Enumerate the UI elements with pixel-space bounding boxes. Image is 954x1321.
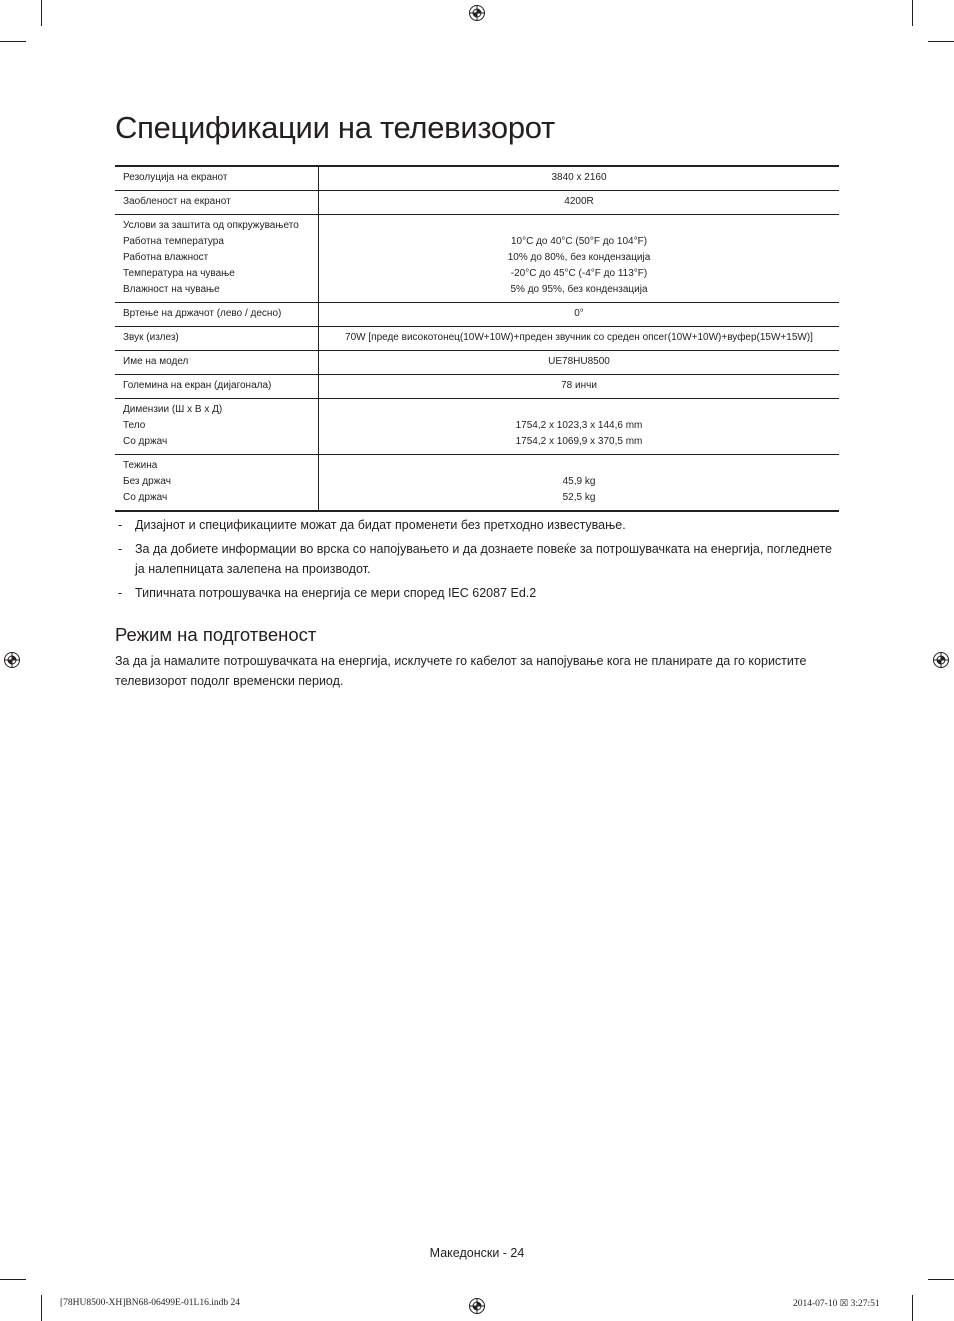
spec-value-cell	[319, 303, 840, 327]
registration-mark-right-icon	[932, 651, 950, 669]
spec-label: Температура на чување	[123, 268, 235, 279]
spec-value: 3840 x 2160	[551, 172, 607, 183]
spec-label: Тело	[123, 420, 146, 431]
spec-label: Услови за заштита од опкружувањето	[123, 220, 299, 231]
spec-row	[115, 166, 839, 191]
spec-row	[115, 399, 839, 455]
spec-value: 1754,2 x 1023,3 x 144,6 mm	[515, 420, 643, 431]
spec-value-cell	[319, 351, 840, 375]
spec-value: 10°C до 40°C (50°F до 104°F)	[510, 236, 648, 247]
spec-row	[115, 327, 839, 351]
spec-table	[115, 165, 839, 512]
crop-mark-top-right-h	[928, 41, 954, 42]
registration-mark-bottom-icon	[468, 1297, 486, 1315]
crop-mark-top-left-h	[0, 41, 26, 42]
spec-label-cell	[115, 399, 319, 455]
spec-value-cell	[319, 191, 840, 215]
note-text: Типичната потрошувачка на енергија се мери според IEC 62087 Ed.2	[135, 585, 537, 600]
note-text: За да добиете информации во врска со напојувањето и да дознаете повеќе за потрошувачката на енергија, погледнете ја налепницата залепена на производот.	[135, 542, 833, 576]
spec-row	[115, 215, 839, 303]
spec-label: Заобленост на екранот	[123, 196, 231, 207]
spec-value: 4200R	[564, 196, 594, 207]
crop-mark-bottom-right-h	[928, 1279, 954, 1280]
registration-mark-top-icon	[468, 4, 486, 22]
spec-label: Со држач	[123, 492, 168, 503]
note-item	[115, 540, 839, 579]
spec-label-cell	[115, 166, 319, 191]
spec-label: Работна температура	[123, 236, 224, 247]
spec-value: -20°C до 45°C (-4°F до 113°F)	[510, 268, 648, 279]
registration-mark-left-icon	[3, 651, 21, 669]
crop-mark-top-right-v	[912, 0, 913, 26]
spec-label-cell	[115, 351, 319, 375]
spec-label: Вртење на држачот (лево / десно)	[123, 308, 282, 319]
spec-value: 78 инчи	[561, 380, 597, 391]
spec-value-cell	[319, 327, 840, 351]
spec-value-cell	[319, 455, 840, 512]
note-item	[115, 584, 839, 604]
spec-row	[115, 303, 839, 327]
spec-label-cell	[115, 215, 319, 303]
spec-value: UE78HU8500	[548, 356, 610, 367]
spec-value-cell	[319, 375, 840, 399]
spec-value-cell	[319, 215, 840, 303]
crop-mark-bottom-right-v	[912, 1295, 913, 1321]
spec-label-cell	[115, 191, 319, 215]
spec-label: Големина на екран (дијагонала)	[123, 380, 272, 391]
spec-row	[115, 375, 839, 399]
spec-value: 52,5 kg	[562, 492, 596, 503]
spec-row	[115, 191, 839, 215]
spec-row	[115, 351, 839, 375]
note-bullet: -	[118, 518, 123, 532]
spec-label: Тежина	[123, 460, 158, 471]
spec-value: 10% до 80%, без кондензација	[507, 252, 651, 263]
crop-mark-top-left-v	[41, 0, 42, 26]
note-bullet: -	[118, 542, 123, 556]
spec-label: Димензии (Ш x В x Д)	[123, 404, 223, 415]
spec-label: Влажност на чување	[123, 284, 220, 295]
spec-label: Резолуција на екранот	[123, 172, 228, 183]
page-title: Спецификации на телевизорот	[115, 110, 555, 145]
spec-value: 5% до 95%, без кондензација	[510, 284, 648, 295]
crop-mark-bottom-left-v	[41, 1295, 42, 1321]
spec-label: Со држач	[123, 436, 168, 447]
spec-label-cell	[115, 375, 319, 399]
spec-value: 70W [преде високотонец(10W+10W)+преден звучник со среден опсег(10W+10W)+вуфер(15W+15W)]	[345, 332, 813, 343]
spec-label: Работна влажност	[123, 252, 209, 263]
note-text: Дизајнот и спецификациите можат да бидат променети без претходно известување.	[135, 518, 626, 532]
print-timestamp: 2014-07-10 ☒ 3:27:51	[793, 1299, 880, 1309]
spec-label: Име на модел	[123, 356, 189, 367]
spec-value: 45,9 kg	[562, 476, 596, 487]
spec-label-cell	[115, 327, 319, 351]
spec-row	[115, 455, 839, 512]
page-footer-label: Македонски - 24	[429, 1246, 525, 1260]
notes-list	[115, 516, 839, 608]
note-bullet: -	[118, 585, 123, 600]
standby-paragraph: За да ја намалите потрошувачката на енергија, исклучете го кабелот за напојување кога не планирате да го користите телевизорот подолг временски период.	[115, 654, 807, 688]
spec-label: Звук (излез)	[123, 332, 179, 343]
crop-mark-bottom-left-h	[0, 1279, 26, 1280]
spec-value: 1754,2 x 1069,9 x 370,5 mm	[515, 436, 643, 447]
spec-value-cell	[319, 399, 840, 455]
section-heading-standby: Режим на подготвеност	[115, 624, 317, 645]
spec-label: Без држач	[123, 476, 171, 487]
spec-label-cell	[115, 455, 319, 512]
spec-label-cell	[115, 303, 319, 327]
spec-value: 0°	[574, 308, 584, 319]
spec-value-cell	[319, 166, 840, 191]
file-slug: [78HU8500-XH]BN68-06499E-01L16.indb 24	[60, 1298, 240, 1308]
note-item	[115, 516, 839, 536]
